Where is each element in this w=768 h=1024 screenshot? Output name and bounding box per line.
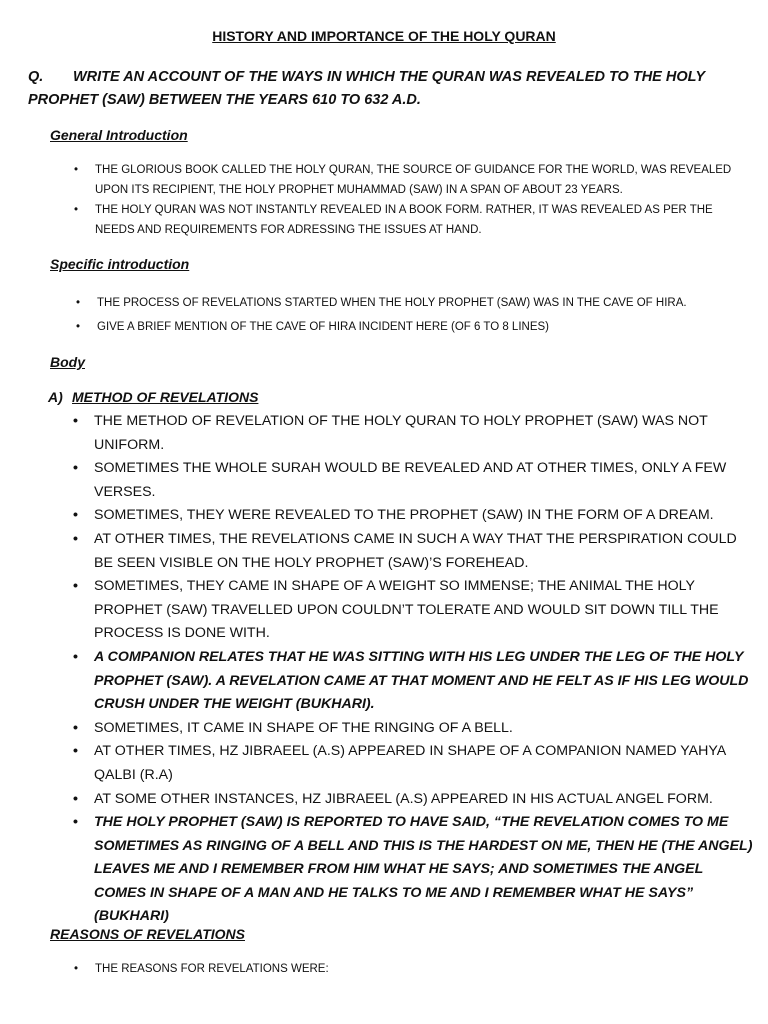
- list-item: • AT OTHER TIMES, HZ JIBRAEEL (A.S) APPEARED IN SHAPE OF A COMPANION NAMED YAHYA QALBI (R.A): [94, 740, 754, 787]
- reasons-of-revelations-heading: REASONS OF REVELATIONS: [50, 926, 245, 942]
- list-item: • SOMETIMES, THEY CAME IN SHAPE OF A WEIGHT SO IMMENSE; THE ANIMAL THE HOLY PROPHET (SAW) TRAVELLED UPON COULDN’T TOLERATE AND WOULD SIT DOWN TILL THE PROCESS IS DONE WITH.: [94, 575, 754, 646]
- general-introduction-list: [74, 161, 735, 240]
- bullet-icon: •: [73, 790, 78, 807]
- specific-introduction-heading: Specific introduction: [50, 256, 190, 272]
- list-item: • SOMETIMES, IT CAME IN SHAPE OF THE RINGING OF A BELL.: [94, 717, 754, 741]
- list-item: • AT OTHER TIMES, THE REVELATIONS CAME IN SUCH A WAY THAT THE PERSPIRATION COULD BE SEEN VISIBLE ON THE HOLY PROPHET (SAW)’S FOREHEAD.: [94, 528, 754, 575]
- list-item: • THE HOLY QURAN WAS NOT INSTANTLY REVEALED IN A BOOK FORM. RATHER, IT WAS REVEALED AS PER THE NEEDS AND REQUIREMENTS FOR ADRESSING THE ISSUES AT HAND.: [95, 201, 735, 240]
- list-item: • THE METHOD OF REVELATION OF THE HOLY QURAN TO HOLY PROPHET (SAW) WAS NOT UNIFORM.: [94, 410, 754, 457]
- method-of-revelations-heading: [48, 389, 258, 405]
- question: [28, 66, 743, 112]
- general-introduction-heading: General Introduction: [50, 127, 188, 143]
- question-label: Q.: [28, 69, 44, 85]
- bullet-icon: •: [73, 460, 78, 477]
- bullet-icon: •: [74, 164, 79, 176]
- list-item: • SOMETIMES, THEY WERE REVEALED TO THE PROPHET (SAW) IN THE FORM OF A DREAM.: [94, 504, 754, 528]
- bullet-icon: •: [73, 413, 78, 429]
- method-of-revelations-list: [73, 410, 754, 929]
- bullet-icon: •: [73, 530, 78, 547]
- bullet-icon: •: [76, 321, 81, 333]
- section-heading-text: METHOD OF REVELATIONS: [72, 389, 259, 405]
- bullet-icon: •: [76, 297, 81, 309]
- bullet-icon: •: [73, 648, 78, 665]
- list-item: • A COMPANION RELATES THAT HE WAS SITTING WITH HIS LEG UNDER THE LEG OF THE HOLY PROPHET (SAW). A REVELATION CAME AT THAT MOMENT AND HE FELT AS IF HIS LEG WOULD CRUSH UNDER THE WEIGHT (BUKHARI).: [94, 646, 754, 717]
- bullet-icon: •: [74, 963, 79, 975]
- body-heading: Body: [50, 354, 85, 370]
- bullet-icon: •: [74, 204, 79, 216]
- document-title: HISTORY AND IMPORTANCE OF THE HOLY QURAN: [212, 28, 556, 44]
- list-item: • SOMETIMES THE WHOLE SURAH WOULD BE REVEALED AND AT OTHER TIMES, ONLY A FEW VERSES.: [94, 457, 754, 504]
- list-item: • AT SOME OTHER INSTANCES, HZ JIBRAEEL (A.S) APPEARED IN HIS ACTUAL ANGEL FORM.: [94, 788, 754, 812]
- bullet-icon: •: [73, 743, 78, 760]
- list-item: • THE PROCESS OF REVELATIONS STARTED WHEN THE HOLY PROPHET (SAW) WAS IN THE CAVE OF HIRA.: [97, 291, 737, 315]
- question-text: WRITE AN ACCOUNT OF THE WAYS IN WHICH THE QURAN WAS REVEALED TO THE HOLY PROPHET (SAW) BETWEEN THE YEARS 610 TO 632 A.D.: [28, 69, 705, 108]
- list-item: • THE GLORIOUS BOOK CALLED THE HOLY QURAN, THE SOURCE OF GUIDANCE FOR THE WORLD, WAS REVEALED UPON ITS RECIPIENT, THE HOLY PROPHET MUHAMMAD (SAW) IN A SPAN OF ABOUT 23 YEARS.: [95, 161, 735, 200]
- bullet-icon: •: [73, 814, 78, 831]
- list-item: • GIVE A BRIEF MENTION OF THE CAVE OF HIRA INCIDENT HERE (OF 6 TO 8 LINES): [97, 315, 737, 339]
- list-item: • THE REASONS FOR REVELATIONS WERE:: [95, 960, 735, 980]
- bullet-icon: •: [73, 578, 78, 595]
- reasons-of-revelations-list: [74, 960, 735, 980]
- bullet-icon: •: [73, 719, 78, 736]
- section-label: A): [48, 389, 63, 405]
- specific-introduction-list: [76, 291, 737, 339]
- list-item: • THE HOLY PROPHET (SAW) IS REPORTED TO HAVE SAID, “THE REVELATION COMES TO ME SOMETIMES AS RINGING OF A BELL AND THIS IS THE HARDEST ON ME, THEN HE (THE ANGEL) LEAVES ME AND I REMEMBER FROM HIM WHAT HE SAYS; AND SOMETIMES THE ANGEL COMES IN SHAPE OF A MAN AND HE TALKS TO ME AND I REMEMBER WHAT HE SAYS” (BUKHARI): [94, 811, 754, 929]
- bullet-icon: •: [73, 507, 78, 524]
